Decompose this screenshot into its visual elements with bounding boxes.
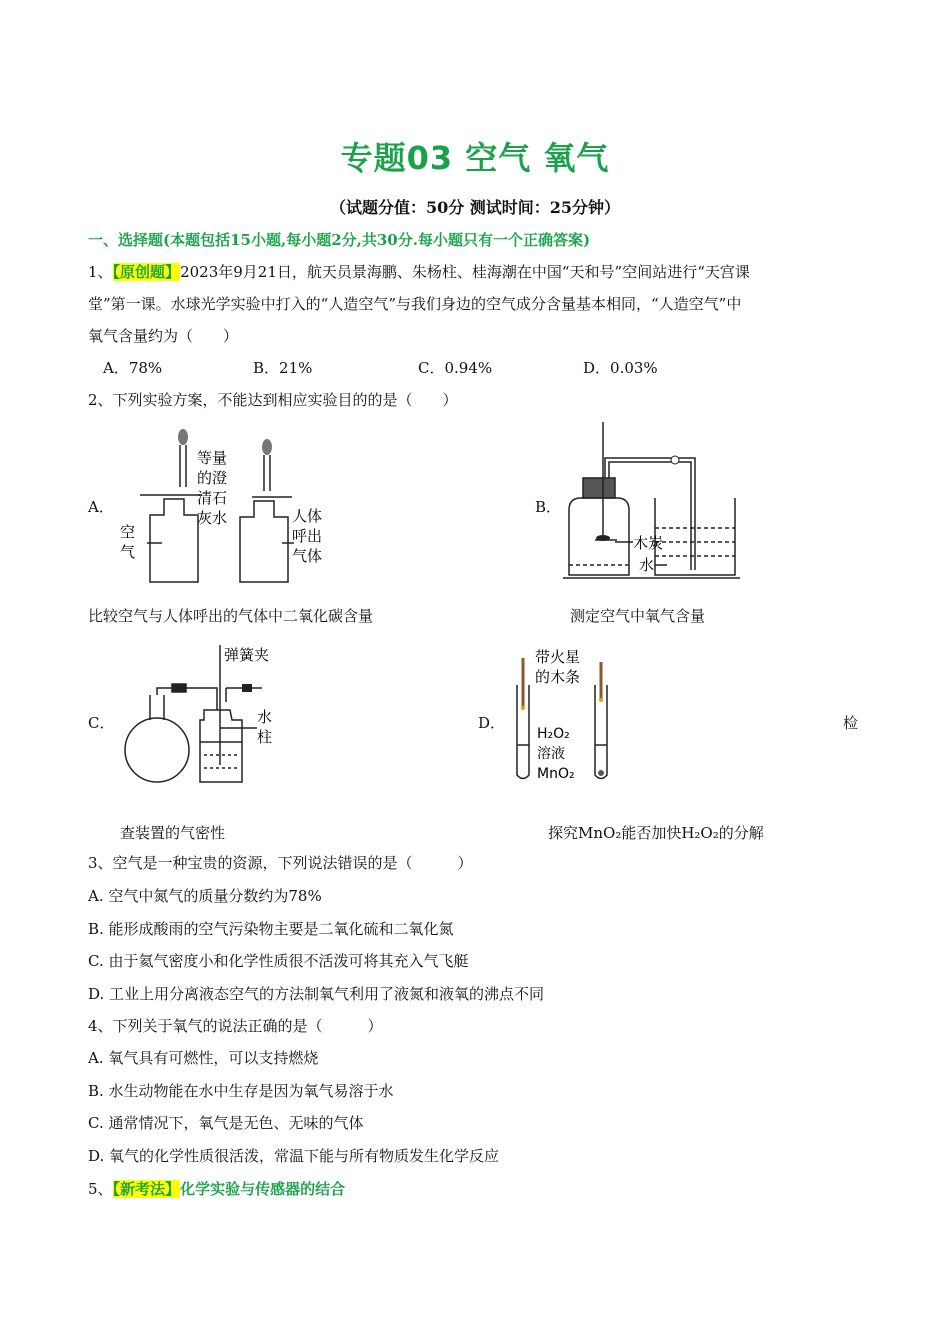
fig-a-reagent-line-2: 的澄 bbox=[197, 469, 228, 487]
q2-a-label: A． bbox=[88, 498, 114, 516]
q1-line2: 堂”第一课。水球光学实验中打入的“人造空气”与我们身边的空气成分含量基本相同，“人造空气”中 bbox=[88, 295, 742, 313]
q1-option-b: B．21% bbox=[253, 359, 313, 377]
q4-option-c: C. 通常情况下，氧气是无色、无味的气体 bbox=[88, 1114, 364, 1132]
q5-heading: 5、【新考法】化学实验与传感器的结合 bbox=[88, 1180, 346, 1198]
q2-a-caption: 比较空气与人体呼出的气体中二氧化碳含量 bbox=[88, 607, 374, 625]
q1-option-c: C．0.94% bbox=[418, 359, 493, 377]
q3-option-d: D. 工业上用分离液态空气的方法制氧气利用了液氮和液氧的沸点不同 bbox=[88, 985, 545, 1003]
fig-a-reagent-line-1: 等量 bbox=[197, 449, 228, 467]
figure-c-airtightness bbox=[112, 640, 292, 790]
fig-d-splint-label-2: 的木条 bbox=[535, 668, 581, 686]
figure-b-oxygen-content bbox=[555, 420, 745, 585]
q1-option-a: A．78% bbox=[103, 359, 163, 377]
q4-option-d: D. 氧气的化学性质很活泼，常温下能与所有物质发生化学反应 bbox=[88, 1147, 500, 1165]
q1-line3: 氧气含量约为（ ） bbox=[88, 327, 239, 345]
q2-b-label: B． bbox=[535, 498, 562, 516]
fig-a-breath-1: 人体 bbox=[292, 507, 323, 525]
figure-a-limewater bbox=[112, 425, 342, 590]
page-title: 专题03 空气 氧气 bbox=[340, 139, 610, 177]
fig-c-water-label: 水 bbox=[257, 708, 273, 726]
page-subtitle: （试题分值：50分 测试时间：25分钟） bbox=[329, 198, 621, 217]
fig-a-breath-2: 呼出 bbox=[292, 527, 323, 545]
fig-c-clamp-label: 弹簧夹 bbox=[224, 646, 270, 664]
q1-option-d: D．0.03% bbox=[583, 359, 658, 377]
fig-d-splint-label-1: 带火星 bbox=[535, 648, 581, 666]
q5-tag: 【新考法】 bbox=[112, 1180, 181, 1198]
q4-stem: 4、下列关于氧气的说法正确的是（ ） bbox=[88, 1017, 383, 1035]
fig-a-reagent-line-3: 清石 bbox=[197, 489, 228, 507]
fig-d-solution-label: 溶液 bbox=[537, 746, 565, 762]
q1-tag: 【原创题】 bbox=[112, 263, 181, 281]
fig-d-h2o2-label: H₂O₂ bbox=[537, 726, 570, 742]
fig-a-air-1: 空 bbox=[120, 523, 136, 541]
q3-option-b: B. 能形成酸雨的空气污染物主要是二氧化硫和二氧化氮 bbox=[88, 920, 454, 938]
q2-c-caption: 查装置的气密性 bbox=[120, 824, 226, 842]
section-heading: 一、选择题(本题包括15小题,每小题2分,共30分.每小题只有一个正确答案) bbox=[88, 231, 591, 249]
q2-c-label: C． bbox=[88, 714, 115, 732]
q3-option-c: C. 由于氦气密度小和化学性质很不活泼可将其充入气飞艇 bbox=[88, 952, 469, 970]
fig-a-breath-3: 气体 bbox=[292, 547, 323, 565]
q2-d-caption: 探究MnO₂能否加快H₂O₂的分解 bbox=[548, 824, 764, 842]
q2-d-trail: 检 bbox=[843, 714, 859, 732]
fig-d-mno2-label: MnO₂ bbox=[537, 766, 575, 782]
q1-line1: 1、【原创题】2023年9月21日，航天员景海鹏、朱杨柱、桂海潮在中国“天和号”空间站进行“天宫课 bbox=[88, 263, 750, 281]
q4-option-a: A. 氧气具有可燃性，可以支持燃烧 bbox=[88, 1049, 319, 1067]
q3-stem: 3、空气是一种宝贵的资源，下列说法错误的是（ ） bbox=[88, 854, 473, 872]
figure-d-mno2-catalysis bbox=[505, 640, 625, 790]
q2-d-label: D． bbox=[478, 714, 506, 732]
fig-b-water-label: 水 bbox=[639, 556, 655, 574]
fig-b-charcoal-label: 木炭 bbox=[633, 534, 664, 552]
q4-option-b: B. 水生动物能在水中生存是因为氧气易溶于水 bbox=[88, 1082, 394, 1100]
q3-option-a: A. 空气中氮气的质量分数约为78% bbox=[88, 887, 322, 905]
q2-stem: 2、下列实验方案，不能达到相应实验目的的是（ ） bbox=[88, 391, 458, 409]
fig-a-air-2: 气 bbox=[120, 543, 136, 561]
q2-b-caption: 测定空气中氧气含量 bbox=[570, 607, 706, 625]
fig-c-column-label: 柱 bbox=[257, 728, 273, 746]
fig-a-reagent-line-4: 灰水 bbox=[197, 509, 228, 527]
